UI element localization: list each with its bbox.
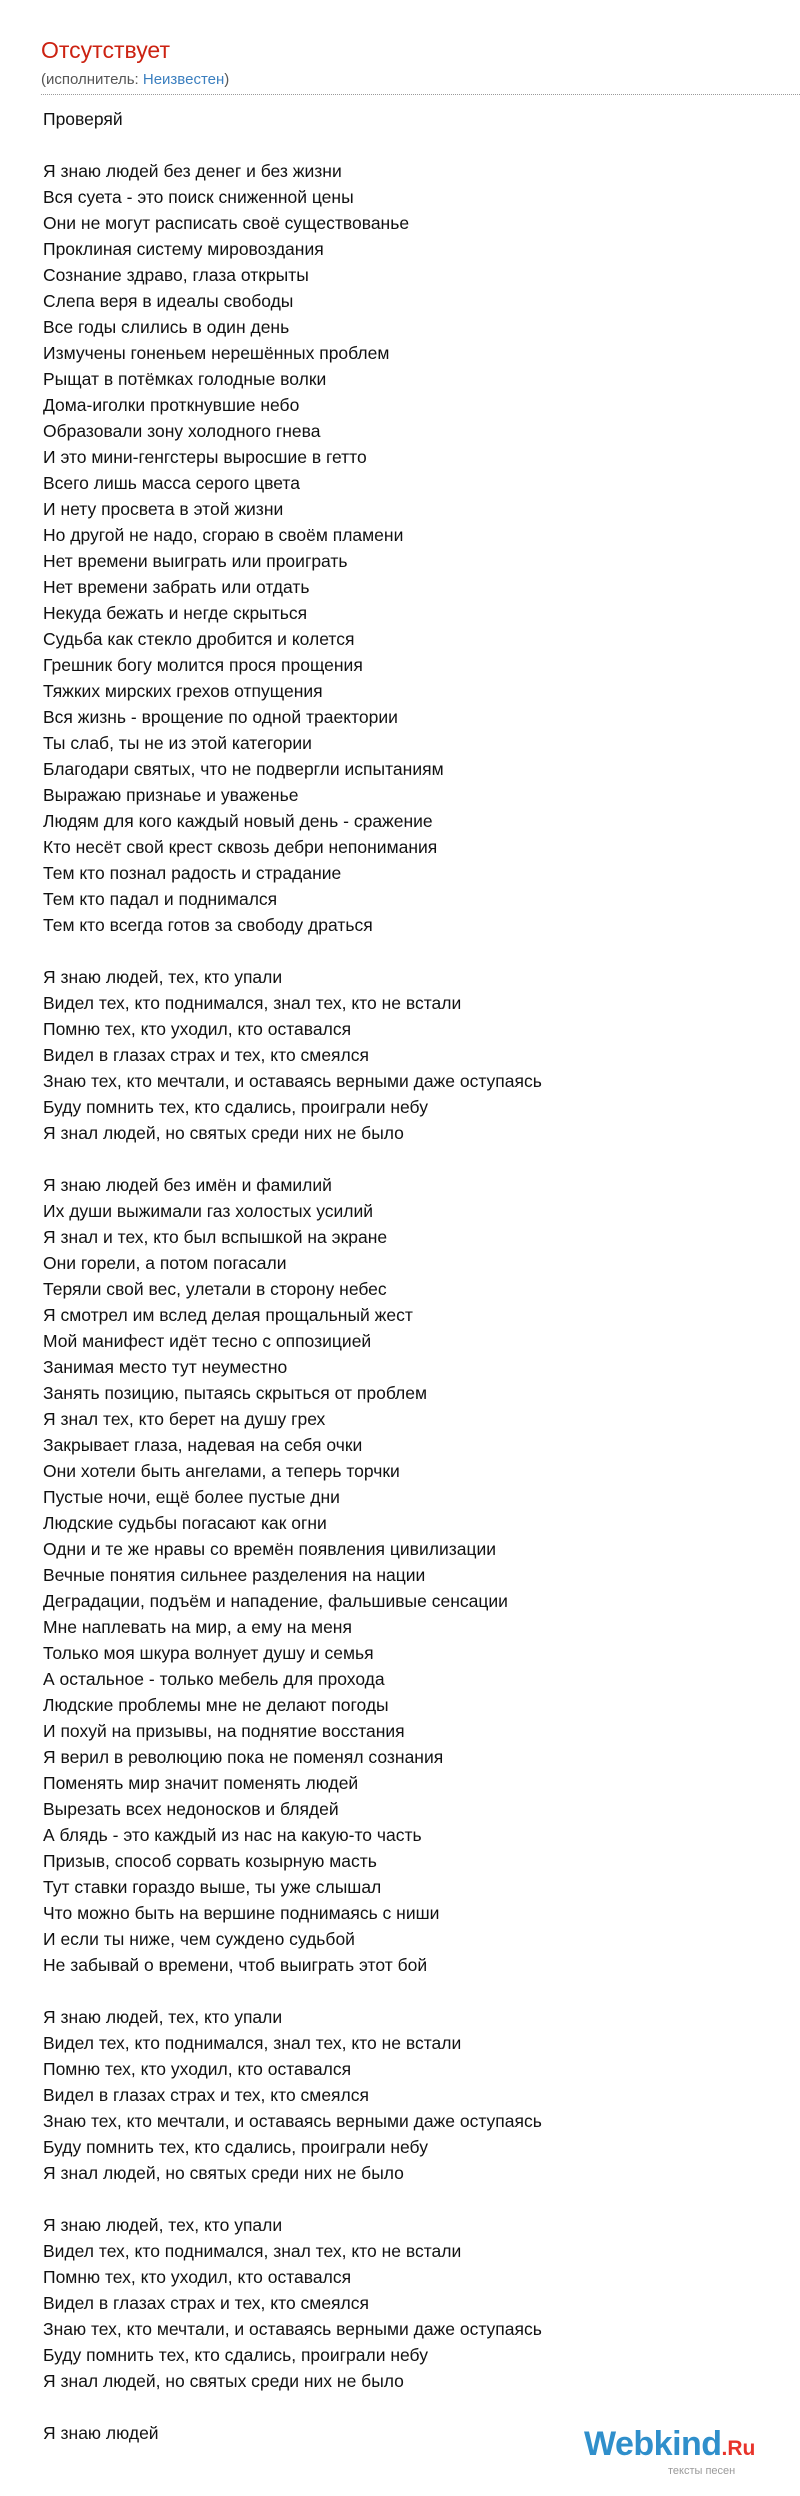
lyric-line: Мой манифест идёт тесно с оппозицией <box>43 1331 372 1351</box>
lyric-line: Только моя шкура волнует душу и семья <box>43 1643 374 1663</box>
lyric-line: Видел тех, кто поднимался, знал тех, кто не встали <box>43 2033 462 2053</box>
lyric-line: Выражаю признаье и уваженье <box>43 785 299 805</box>
lyric-line: Я смотрел им вслед делая прощальный жест <box>43 1305 413 1325</box>
lyric-line: Тем кто всегда готов за свободу драться <box>43 915 373 935</box>
stanza-break <box>43 1146 783 1172</box>
lyric-line: Ты слаб, ты не из этой категории <box>43 733 312 753</box>
artist-line <box>41 71 229 89</box>
lyric-line: Некуда бежать и негде скрыться <box>43 603 308 623</box>
lyric-line: И нету просвета в этой жизни <box>43 499 284 519</box>
lyric-line: Видел тех, кто поднимался, знал тех, кто не встали <box>43 2241 462 2261</box>
lyric-line: Буду помнить тех, кто сдались, проиграли небу <box>43 2345 428 2365</box>
lyric-line: Я знал людей, но святых среди них не было <box>43 2163 404 2183</box>
webkind-logo[interactable] <box>584 2424 794 2478</box>
lyric-line: Закрывает глаза, надевая на себя очки <box>43 1435 363 1455</box>
lyric-line: Я знал и тех, кто был вспышкой на экране <box>43 1227 388 1247</box>
lyric-line: Я знаю людей без имён и фамилий <box>43 1175 332 1195</box>
lyric-line: Я знал тех, кто берет на душу грех <box>43 1409 326 1429</box>
lyric-line: Я верил в революцию пока не поменял сознания <box>43 1747 444 1767</box>
song-title: Отсутствует <box>41 37 170 63</box>
lyric-line: Поменять мир значит поменять людей <box>43 1773 359 1793</box>
lyric-line: Слепа веря в идеалы свободы <box>43 291 294 311</box>
lyric-line: Пустые ночи, ещё более пустые дни <box>43 1487 340 1507</box>
lyric-line: Помню тех, кто уходил, кто оставался <box>43 2059 352 2079</box>
lyric-line: Сознание здраво, глаза открыты <box>43 265 309 285</box>
lyric-line: Вечные понятия сильнее разделения на нации <box>43 1565 426 1585</box>
lyric-line: Образовали зону холодного гнева <box>43 421 321 441</box>
lyric-line: Вся суета - это поиск сниженной цены <box>43 187 354 207</box>
lyric-line: И похуй на призывы, на поднятие восстания <box>43 1721 405 1741</box>
lyric-line: Деградации, подъём и нападение, фальшивые сенсации <box>43 1591 508 1611</box>
lyric-line: Их души выжимали газ холостых усилий <box>43 1201 374 1221</box>
lyric-line: Помню тех, кто уходил, кто оставался <box>43 2267 352 2287</box>
lyric-line: Людские проблемы мне не делают погоды <box>43 1695 389 1715</box>
lyric-line: Знаю тех, кто мечтали, и оставаясь верными даже оступаясь <box>43 2319 542 2339</box>
lyric-line: Все годы слились в один день <box>43 317 290 337</box>
lyric-line: Проклиная систему мировоздания <box>43 239 324 259</box>
logo-tld: .Ru <box>721 2437 756 2460</box>
lyric-line: Знаю тех, кто мечтали, и оставаясь верными даже оступаясь <box>43 2111 542 2131</box>
lyric-line: Людские судьбы погасают как огни <box>43 1513 327 1533</box>
stanza-break <box>43 2186 783 2212</box>
lyric-line: А блядь - это каждый из нас на какую-то часть <box>43 1825 422 1845</box>
lyric-line: Мне наплевать на мир, а ему на меня <box>43 1617 352 1637</box>
artist-prefix: (исполнитель: <box>41 71 143 88</box>
lyric-line: Кто несёт свой крест сквозь дебри непонимания <box>43 837 438 857</box>
lyric-line: Тут ставки гораздо выше, ты уже слышал <box>43 1877 382 1897</box>
lyric-line: Благодари святых, что не подвергли испытаниям <box>43 759 444 779</box>
lyric-line: Видел в глазах страх и тех, кто смеялся <box>43 1045 369 1065</box>
lyric-line: Тяжких мирских грехов отпущения <box>43 681 323 701</box>
lyrics-text <box>43 106 783 2446</box>
stanza-break <box>43 938 783 964</box>
lyric-line: Рыщат в потёмках голодные волки <box>43 369 327 389</box>
lyric-line: Вырезать всех недоносков и блядей <box>43 1799 339 1819</box>
artist-suffix: ) <box>224 71 230 88</box>
lyric-line: И это мини-генгстеры выросшие в гетто <box>43 447 367 467</box>
lyric-line: Тем кто познал радость и страдание <box>43 863 342 883</box>
lyric-line: Буду помнить тех, кто сдались, проиграли небу <box>43 2137 428 2157</box>
lyric-line: Они горели, а потом погасали <box>43 1253 287 1273</box>
lyric-line: Я знаю людей, тех, кто упали <box>43 967 283 987</box>
lyric-line: Они хотели быть ангелами, а теперь торчки <box>43 1461 400 1481</box>
lyric-line: Знаю тех, кто мечтали, и оставаясь верными даже оступаясь <box>43 1071 542 1091</box>
lyric-line: Судьба как стекло дробится и колется <box>43 629 355 649</box>
lyric-line: А остальное - только мебель для прохода <box>43 1669 385 1689</box>
stanza-break <box>43 2394 783 2420</box>
lyric-line: Призыв, способ сорвать козырную масть <box>43 1851 377 1871</box>
lyric-line: Я знаю людей без денег и без жизни <box>43 161 342 181</box>
lyric-line: Видел в глазах страх и тех, кто смеялся <box>43 2085 369 2105</box>
lyric-line: Буду помнить тех, кто сдались, проиграли небу <box>43 1097 428 1117</box>
lyric-line: Не забывай о времени, чтоб выиграть этот бой <box>43 1955 428 1975</box>
lyric-line: Видел тех, кто поднимался, знал тех, кто не встали <box>43 993 462 1013</box>
logo-wordmark <box>584 2424 755 2469</box>
lyric-line: Нет времени выиграть или проиграть <box>43 551 348 571</box>
lyric-line: Они не могут расписать своё существованье <box>43 213 410 233</box>
logo-brand: Webkind <box>584 2425 722 2463</box>
lyric-line: Но другой не надо, сгораю в своём пламени <box>43 525 404 545</box>
lyric-line: Нет времени забрать или отдать <box>43 577 310 597</box>
header-divider <box>41 94 800 95</box>
artist-link[interactable]: Неизвестен <box>142 71 225 88</box>
lyric-line: Дома-иголки проткнувшие небо <box>43 395 300 415</box>
logo-tagline: тексты песен <box>668 2465 736 2477</box>
lyric-line: Я знал людей, но святых среди них не было <box>43 2371 404 2391</box>
lyric-line: Вся жизнь - врощение по одной траектории <box>43 707 398 727</box>
lyric-line: Занимая место тут неуместно <box>43 1357 288 1377</box>
lyric-line: Я знал людей, но святых среди них не было <box>43 1123 404 1143</box>
lyric-line: Одни и те же нравы со времён появления цивилизации <box>43 1539 497 1559</box>
lyric-line: Что можно быть на вершине поднимаясь с ниши <box>43 1903 440 1923</box>
lyric-line: Всего лишь масса серого цвета <box>43 473 300 493</box>
lyric-line: Тем кто падал и поднимался <box>43 889 278 909</box>
lyric-line: Я знаю людей, тех, кто упали <box>43 2215 283 2235</box>
lyric-line: Грешник богу молится прося прощения <box>43 655 363 675</box>
lyric-line: Видел в глазах страх и тех, кто смеялся <box>43 2293 369 2313</box>
lyric-line: Измучены гоненьем нерешённых проблем <box>43 343 390 363</box>
stanza-break <box>43 132 783 158</box>
lyric-line: Занять позицию, пытаясь скрыться от проблем <box>43 1383 428 1403</box>
lyric-line: Проверяй <box>43 109 123 129</box>
lyric-line: И если ты ниже, чем суждено судьбой <box>43 1929 355 1949</box>
lyric-line: Помню тех, кто уходил, кто оставался <box>43 1019 352 1039</box>
stanza-break <box>43 1978 783 2004</box>
lyric-line: Людям для кого каждый новый день - сражение <box>43 811 433 831</box>
lyric-line: Теряли свой вес, улетали в сторону небес <box>43 1279 387 1299</box>
lyric-line: Я знаю людей <box>43 2423 159 2443</box>
lyric-line: Я знаю людей, тех, кто упали <box>43 2007 283 2027</box>
